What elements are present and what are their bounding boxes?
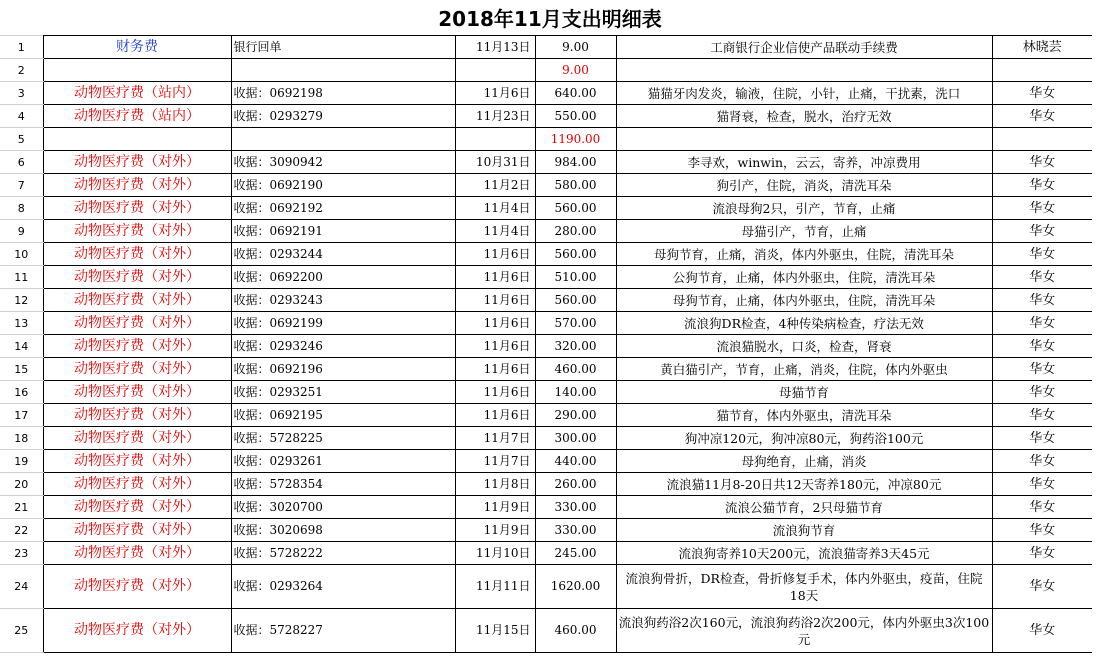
amount-cell[interactable]: 560.00 bbox=[535, 197, 616, 220]
person-cell[interactable]: 华女 bbox=[992, 312, 1092, 335]
date-cell[interactable]: 11月6日 bbox=[455, 82, 535, 105]
person-cell[interactable]: 华女 bbox=[992, 243, 1092, 266]
description-cell[interactable]: 流浪狗节育 bbox=[616, 519, 992, 542]
expense-table bbox=[0, 35, 1092, 653]
description-cell[interactable]: 猫肾衰，检查，脱水，治疗无效 bbox=[616, 105, 992, 128]
amount-cell[interactable]: 640.00 bbox=[535, 82, 616, 105]
description-cell[interactable]: 母狗绝育，止痛，消炎 bbox=[616, 450, 992, 473]
receipt-cell[interactable]: 收据：0293243 bbox=[231, 289, 455, 312]
date-cell[interactable]: 11月15日 bbox=[455, 609, 535, 653]
description-cell[interactable]: 流浪母狗2只，引产，节育，止痛 bbox=[616, 197, 992, 220]
table-row bbox=[0, 266, 1092, 289]
row-number: 15 bbox=[0, 358, 43, 381]
table-row bbox=[0, 105, 1092, 128]
person-cell[interactable]: 华女 bbox=[992, 174, 1092, 197]
description-cell[interactable]: 流浪猫11月8-20日共12天寄养180元，冲凉80元 bbox=[616, 473, 992, 496]
person-cell[interactable]: 华女 bbox=[992, 220, 1092, 243]
description-cell[interactable]: 流浪狗骨折，DR检查，骨折修复手术，体内外驱虫，疫苗，住院18天 bbox=[616, 565, 992, 609]
description-cell[interactable]: 狗冲凉120元，狗冲凉80元，狗药浴100元 bbox=[616, 427, 992, 450]
category-cell[interactable]: 动物医疗费（对外） bbox=[43, 450, 231, 473]
person-cell[interactable]: 华女 bbox=[992, 404, 1092, 427]
amount-cell[interactable]: 290.00 bbox=[535, 404, 616, 427]
row-number: 6 bbox=[0, 151, 43, 174]
date-cell[interactable]: 11月6日 bbox=[455, 266, 535, 289]
person-cell[interactable]: 华女 bbox=[992, 473, 1092, 496]
person-cell[interactable]: 华女 bbox=[992, 450, 1092, 473]
description-cell[interactable]: 公狗节育，止痛，体内外驱虫，住院，清洗耳朵 bbox=[616, 266, 992, 289]
person-cell[interactable]: 华女 bbox=[992, 105, 1092, 128]
person-cell[interactable]: 华女 bbox=[992, 335, 1092, 358]
person-cell[interactable]: 华女 bbox=[992, 565, 1092, 609]
date-cell[interactable]: 11月13日 bbox=[455, 36, 535, 59]
description-cell[interactable]: 母狗节育，止痛，体内外驱虫，住院，清洗耳朵 bbox=[616, 289, 992, 312]
amount-cell[interactable]: 580.00 bbox=[535, 174, 616, 197]
table-row bbox=[0, 151, 1092, 174]
row-number: 20 bbox=[0, 473, 43, 496]
person-cell[interactable]: 华女 bbox=[992, 358, 1092, 381]
date-cell[interactable] bbox=[455, 59, 535, 82]
row-number: 22 bbox=[0, 519, 43, 542]
category-cell[interactable]: 动物医疗费（对外） bbox=[43, 519, 231, 542]
receipt-cell[interactable] bbox=[231, 59, 455, 82]
person-cell[interactable] bbox=[992, 128, 1092, 151]
table-row bbox=[0, 128, 1092, 151]
row-number: 4 bbox=[0, 105, 43, 128]
amount-cell[interactable]: 570.00 bbox=[535, 312, 616, 335]
row-number: 16 bbox=[0, 381, 43, 404]
description-cell[interactable]: 流浪狗药浴2次160元，流浪狗药浴2次200元，体内外驱虫3次100元 bbox=[616, 609, 992, 653]
receipt-cell[interactable]: 收据：0692192 bbox=[231, 197, 455, 220]
table-row bbox=[0, 473, 1092, 496]
table-row bbox=[0, 312, 1092, 335]
category-cell[interactable]: 动物医疗费（对外） bbox=[43, 220, 231, 243]
row-number: 11 bbox=[0, 266, 43, 289]
row-number: 19 bbox=[0, 450, 43, 473]
category-cell[interactable]: 动物医疗费（对外） bbox=[43, 496, 231, 519]
receipt-cell[interactable]: 收据：0692199 bbox=[231, 312, 455, 335]
person-cell[interactable]: 华女 bbox=[992, 151, 1092, 174]
table-body bbox=[0, 36, 1092, 653]
description-cell[interactable]: 母猫节育 bbox=[616, 381, 992, 404]
table-row bbox=[0, 289, 1092, 312]
person-cell[interactable]: 华女 bbox=[992, 519, 1092, 542]
amount-cell[interactable]: 140.00 bbox=[535, 381, 616, 404]
table-row bbox=[0, 36, 1092, 59]
table-row bbox=[0, 174, 1092, 197]
amount-cell[interactable]: 440.00 bbox=[535, 450, 616, 473]
description-cell[interactable]: 猫节育，体内外驱虫，清洗耳朵 bbox=[616, 404, 992, 427]
date-cell[interactable]: 11月6日 bbox=[455, 335, 535, 358]
amount-cell[interactable]: 984.00 bbox=[535, 151, 616, 174]
date-cell[interactable]: 11月23日 bbox=[455, 105, 535, 128]
table-row bbox=[0, 243, 1092, 266]
person-cell[interactable]: 华女 bbox=[992, 197, 1092, 220]
receipt-cell[interactable]: 收据：0692195 bbox=[231, 404, 455, 427]
row-number: 12 bbox=[0, 289, 43, 312]
date-cell[interactable]: 11月2日 bbox=[455, 174, 535, 197]
person-cell[interactable]: 华女 bbox=[992, 427, 1092, 450]
sheet-title: 2018年11月支出明细表 bbox=[438, 7, 662, 31]
row-number: 25 bbox=[0, 609, 43, 653]
person-cell[interactable]: 华女 bbox=[992, 82, 1092, 105]
receipt-cell[interactable]: 收据：0692200 bbox=[231, 266, 455, 289]
amount-cell[interactable]: 9.00 bbox=[535, 36, 616, 59]
category-cell[interactable] bbox=[43, 59, 231, 82]
category-cell[interactable]: 动物医疗费（对外） bbox=[43, 174, 231, 197]
row-number: 3 bbox=[0, 82, 43, 105]
row-number: 13 bbox=[0, 312, 43, 335]
category-cell[interactable]: 动物医疗费（对外） bbox=[43, 609, 231, 653]
amount-cell[interactable]: 560.00 bbox=[535, 243, 616, 266]
row-number: 23 bbox=[0, 542, 43, 565]
category-cell[interactable]: 动物医疗费（对外） bbox=[43, 289, 231, 312]
row-number: 18 bbox=[0, 427, 43, 450]
description-cell[interactable]: 流浪狗寄养10天200元，流浪猫寄养3天45元 bbox=[616, 542, 992, 565]
description-cell[interactable]: 流浪狗DR检查，4种传染病检查，疗法无效 bbox=[616, 312, 992, 335]
receipt-cell[interactable]: 收据：0293279 bbox=[231, 105, 455, 128]
receipt-cell[interactable]: 收据：3090942 bbox=[231, 151, 455, 174]
category-cell[interactable] bbox=[43, 128, 231, 151]
category-cell[interactable]: 动物医疗费（站内） bbox=[43, 105, 231, 128]
receipt-cell[interactable]: 收据：0692191 bbox=[231, 220, 455, 243]
date-cell[interactable] bbox=[455, 128, 535, 151]
receipt-cell[interactable] bbox=[231, 128, 455, 151]
amount-cell[interactable]: 9.00 bbox=[535, 59, 616, 82]
date-cell[interactable]: 11月6日 bbox=[455, 381, 535, 404]
description-cell[interactable]: 猫猫牙肉发炎，输液，住院，小针，止痛，干扰素，洗口 bbox=[616, 82, 992, 105]
table-row bbox=[0, 519, 1092, 542]
receipt-cell[interactable]: 收据：5728354 bbox=[231, 473, 455, 496]
category-cell[interactable]: 动物医疗费（对外） bbox=[43, 542, 231, 565]
receipt-cell[interactable]: 银行回单 bbox=[231, 36, 455, 59]
date-cell[interactable]: 11月6日 bbox=[455, 358, 535, 381]
amount-cell[interactable]: 280.00 bbox=[535, 220, 616, 243]
date-cell[interactable]: 10月31日 bbox=[455, 151, 535, 174]
amount-cell[interactable]: 1620.00 bbox=[535, 565, 616, 609]
table-row bbox=[0, 381, 1092, 404]
receipt-cell[interactable]: 收据：5728225 bbox=[231, 427, 455, 450]
amount-cell[interactable]: 320.00 bbox=[535, 335, 616, 358]
table-row bbox=[0, 59, 1092, 82]
category-cell[interactable]: 动物医疗费（对外） bbox=[43, 473, 231, 496]
table-row bbox=[0, 197, 1092, 220]
date-cell[interactable]: 11月6日 bbox=[455, 243, 535, 266]
receipt-cell[interactable]: 收据：0692196 bbox=[231, 358, 455, 381]
description-cell[interactable]: 李寻欢，winwin，云云，寄养，冲凉费用 bbox=[616, 151, 992, 174]
person-cell[interactable]: 华女 bbox=[992, 266, 1092, 289]
row-number: 24 bbox=[0, 565, 43, 609]
row-number: 2 bbox=[0, 59, 43, 82]
receipt-cell[interactable]: 收据：3020700 bbox=[231, 496, 455, 519]
amount-cell[interactable]: 330.00 bbox=[535, 496, 616, 519]
row-number: 21 bbox=[0, 496, 43, 519]
table-row bbox=[0, 220, 1092, 243]
row-number: 1 bbox=[0, 36, 43, 59]
category-cell[interactable]: 动物医疗费（对外） bbox=[43, 427, 231, 450]
category-cell[interactable]: 动物医疗费（站内） bbox=[43, 82, 231, 105]
description-cell[interactable]: 工商银行企业信使产品联动手续费 bbox=[616, 36, 992, 59]
person-cell[interactable]: 华女 bbox=[992, 289, 1092, 312]
table-row bbox=[0, 358, 1092, 381]
amount-cell[interactable]: 510.00 bbox=[535, 266, 616, 289]
date-cell[interactable]: 11月7日 bbox=[455, 427, 535, 450]
description-cell[interactable] bbox=[616, 128, 992, 151]
date-cell[interactable]: 11月4日 bbox=[455, 220, 535, 243]
category-cell[interactable]: 动物医疗费（对外） bbox=[43, 266, 231, 289]
date-cell[interactable]: 11月9日 bbox=[455, 496, 535, 519]
amount-cell[interactable]: 260.00 bbox=[535, 473, 616, 496]
date-cell[interactable]: 11月9日 bbox=[455, 519, 535, 542]
category-cell[interactable]: 动物医疗费（对外） bbox=[43, 335, 231, 358]
row-number: 5 bbox=[0, 128, 43, 151]
amount-cell[interactable]: 245.00 bbox=[535, 542, 616, 565]
amount-cell[interactable]: 460.00 bbox=[535, 358, 616, 381]
receipt-cell[interactable]: 收据：5728222 bbox=[231, 542, 455, 565]
person-cell[interactable]: 华女 bbox=[992, 542, 1092, 565]
table-row bbox=[0, 450, 1092, 473]
date-cell[interactable]: 11月7日 bbox=[455, 450, 535, 473]
person-cell[interactable]: 华女 bbox=[992, 381, 1092, 404]
person-cell[interactable]: 林晓芸 bbox=[992, 36, 1092, 59]
receipt-cell[interactable]: 收据：0293251 bbox=[231, 381, 455, 404]
receipt-cell[interactable]: 收据：0293246 bbox=[231, 335, 455, 358]
table-row bbox=[0, 542, 1092, 565]
amount-cell[interactable]: 550.00 bbox=[535, 105, 616, 128]
description-cell[interactable]: 母猫引产，节育，止痛 bbox=[616, 220, 992, 243]
row-number: 14 bbox=[0, 335, 43, 358]
row-number: 8 bbox=[0, 197, 43, 220]
amount-cell[interactable]: 300.00 bbox=[535, 427, 616, 450]
receipt-cell[interactable]: 收据：3020698 bbox=[231, 519, 455, 542]
amount-cell[interactable]: 1190.00 bbox=[535, 128, 616, 151]
date-cell[interactable]: 11月6日 bbox=[455, 404, 535, 427]
category-cell[interactable]: 动物医疗费（对外） bbox=[43, 404, 231, 427]
person-cell[interactable]: 华女 bbox=[992, 609, 1092, 653]
row-number: 17 bbox=[0, 404, 43, 427]
date-cell[interactable]: 11月10日 bbox=[455, 542, 535, 565]
description-cell[interactable]: 狗引产，住院，消炎，清洗耳朵 bbox=[616, 174, 992, 197]
description-cell[interactable]: 母狗节育，止痛，消炎，体内外驱虫，住院，清洗耳朵 bbox=[616, 243, 992, 266]
person-cell[interactable]: 华女 bbox=[992, 496, 1092, 519]
date-cell[interactable]: 11月6日 bbox=[455, 312, 535, 335]
description-cell[interactable]: 黄白猫引产，节育，止痛，消炎，住院，体内外驱虫 bbox=[616, 358, 992, 381]
table-row bbox=[0, 609, 1092, 653]
receipt-cell[interactable]: 收据：5728227 bbox=[231, 609, 455, 653]
category-cell[interactable]: 动物医疗费（对外） bbox=[43, 243, 231, 266]
row-number: 9 bbox=[0, 220, 43, 243]
amount-cell[interactable]: 460.00 bbox=[535, 609, 616, 653]
category-cell[interactable]: 动物医疗费（对外） bbox=[43, 565, 231, 609]
receipt-cell[interactable]: 收据：0692190 bbox=[231, 174, 455, 197]
category-cell[interactable]: 动物医疗费（对外） bbox=[43, 151, 231, 174]
receipt-cell[interactable]: 收据：0692198 bbox=[231, 82, 455, 105]
table-row bbox=[0, 496, 1092, 519]
date-cell[interactable]: 11月4日 bbox=[455, 197, 535, 220]
category-cell[interactable]: 动物医疗费（对外） bbox=[43, 312, 231, 335]
receipt-cell[interactable]: 收据：0293244 bbox=[231, 243, 455, 266]
description-cell[interactable]: 流浪公猫节育，2只母猫节育 bbox=[616, 496, 992, 519]
table-row bbox=[0, 335, 1092, 358]
date-cell[interactable]: 11月11日 bbox=[455, 565, 535, 609]
amount-cell[interactable]: 560.00 bbox=[535, 289, 616, 312]
table-row bbox=[0, 427, 1092, 450]
receipt-cell[interactable]: 收据：0293261 bbox=[231, 450, 455, 473]
receipt-cell[interactable]: 收据：0293264 bbox=[231, 565, 455, 609]
amount-cell[interactable]: 330.00 bbox=[535, 519, 616, 542]
row-number: 7 bbox=[0, 174, 43, 197]
category-cell[interactable]: 财务费 bbox=[43, 36, 231, 59]
category-cell[interactable]: 动物医疗费（对外） bbox=[43, 381, 231, 404]
table-row bbox=[0, 82, 1092, 105]
date-cell[interactable]: 11月8日 bbox=[455, 473, 535, 496]
row-number: 10 bbox=[0, 243, 43, 266]
category-cell[interactable]: 动物医疗费（对外） bbox=[43, 358, 231, 381]
table-row bbox=[0, 404, 1092, 427]
description-cell[interactable]: 流浪猫脱水，口炎，检查，肾衰 bbox=[616, 335, 992, 358]
description-cell[interactable] bbox=[616, 59, 992, 82]
table-row bbox=[0, 565, 1092, 609]
category-cell[interactable]: 动物医疗费（对外） bbox=[43, 197, 231, 220]
date-cell[interactable]: 11月6日 bbox=[455, 289, 535, 312]
person-cell[interactable] bbox=[992, 59, 1092, 82]
